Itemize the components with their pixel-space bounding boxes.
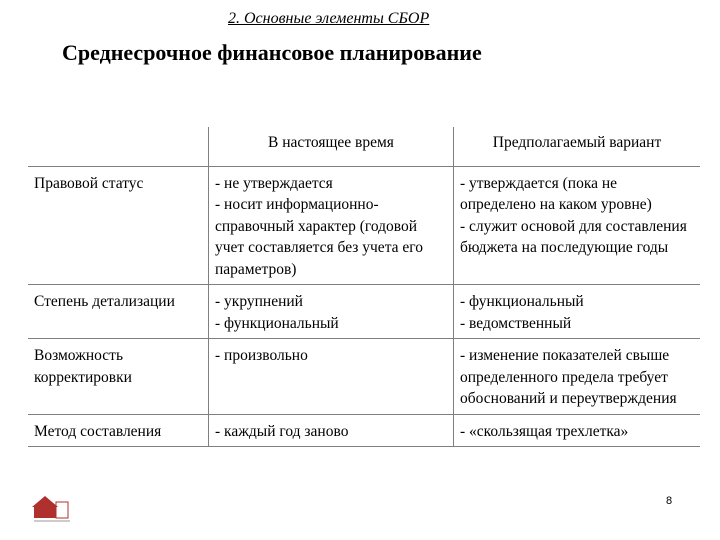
row-label: Правовой статус xyxy=(34,174,144,192)
row-label: Степень детализации xyxy=(34,293,175,310)
cell-item: - не утверждается xyxy=(215,174,333,192)
header-proposed: Предполагаемый вариант xyxy=(454,127,701,166)
cell-item: - утверждается (пока не определено на каком уровне) xyxy=(460,174,652,213)
page-number: 8 xyxy=(666,495,673,507)
row-label: Метод составления xyxy=(34,422,162,440)
cell-item: - укрупнений xyxy=(215,293,303,310)
cell-item: - функциональный xyxy=(215,314,339,332)
current-cell xyxy=(209,414,454,447)
cell-item: - произвольно xyxy=(215,347,308,364)
current-cell xyxy=(209,166,454,285)
row-label: Возможность корректировки xyxy=(34,347,132,386)
building-logo-icon xyxy=(30,490,76,529)
cell-item: - ведомственный xyxy=(460,314,572,332)
comparison-table xyxy=(28,127,700,447)
cell-item: - носит информационно-справочный характер (годовой учет составляется без учета его параметров) xyxy=(215,196,424,278)
slide-title: Среднесрочное финансовое планирование xyxy=(62,40,482,65)
proposed-cell xyxy=(454,339,701,415)
cell-item: - функциональный xyxy=(460,293,584,310)
table-row xyxy=(28,285,700,339)
cell-item: - «скользящая трехлетка» xyxy=(460,422,629,440)
table-row xyxy=(28,339,700,415)
proposed-cell xyxy=(454,285,701,339)
current-cell xyxy=(209,339,454,415)
current-cell xyxy=(209,285,454,339)
table-row xyxy=(28,166,700,285)
header-current: В настоящее время xyxy=(209,127,454,166)
proposed-cell xyxy=(454,166,701,285)
table-row xyxy=(28,414,700,447)
cell-item: - служит основой для составления бюджета на последующие годы xyxy=(460,217,687,256)
header-empty-cell xyxy=(28,127,209,166)
cell-item: - изменение показателей свыше определенного предела требует обоснований и переутверждения xyxy=(460,347,677,407)
proposed-cell xyxy=(454,414,701,447)
table-header-row xyxy=(28,127,700,166)
section-heading: 2. Основные элементы СБОР xyxy=(228,10,430,27)
cell-item: - каждый год заново xyxy=(215,422,349,440)
